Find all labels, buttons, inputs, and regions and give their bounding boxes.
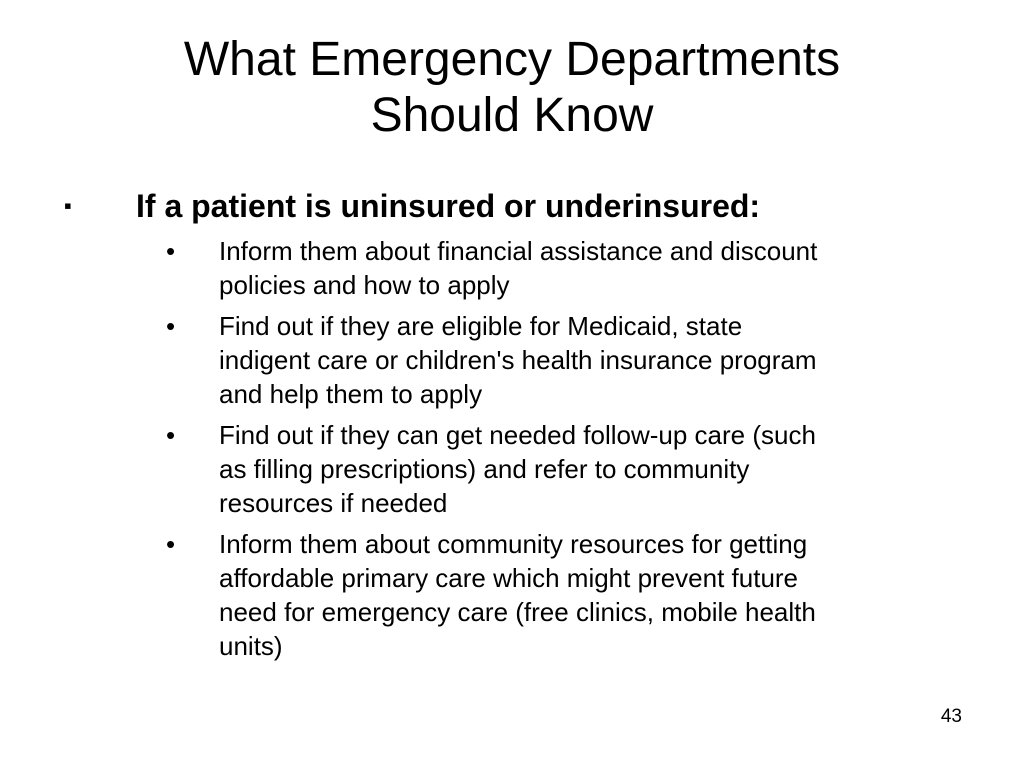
page-number: 43 [940,706,962,727]
slide-title [62,32,962,144]
bullet-dot-icon: • [166,311,176,341]
slide-title-line-1: What Emergency Departments [183,33,841,86]
sub-bullet-item [160,527,950,663]
bullet-dot-icon: • [166,236,176,266]
sub-bullet-text: Inform them about community resources for getting affordable primary care which might prevent future need for emergency care (free clinics, mobile health units) [219,529,816,661]
sub-bullet-list [160,234,950,670]
sub-bullet-item [160,418,950,520]
sub-bullet-text: Find out if they are eligible for Medicaid, state indigent care or children's health insurance program and help them to apply [219,311,817,409]
sub-bullet-item [160,234,950,302]
square-bullet-icon: ▪ [64,193,72,218]
sub-bullet-text: Inform them about financial assistance and discount policies and how to apply [219,236,818,300]
bullet-dot-icon: • [166,529,176,559]
bullet-dot-icon: • [166,420,176,450]
main-bullet-text: If a patient is uninsured or underinsured: [136,188,761,224]
sub-bullet-item [160,309,950,411]
slide-title-line-2: Should Know [370,89,654,142]
sub-bullet-text: Find out if they can get needed follow-up care (such as filling prescriptions) and refer to community resources if needed [219,420,816,518]
